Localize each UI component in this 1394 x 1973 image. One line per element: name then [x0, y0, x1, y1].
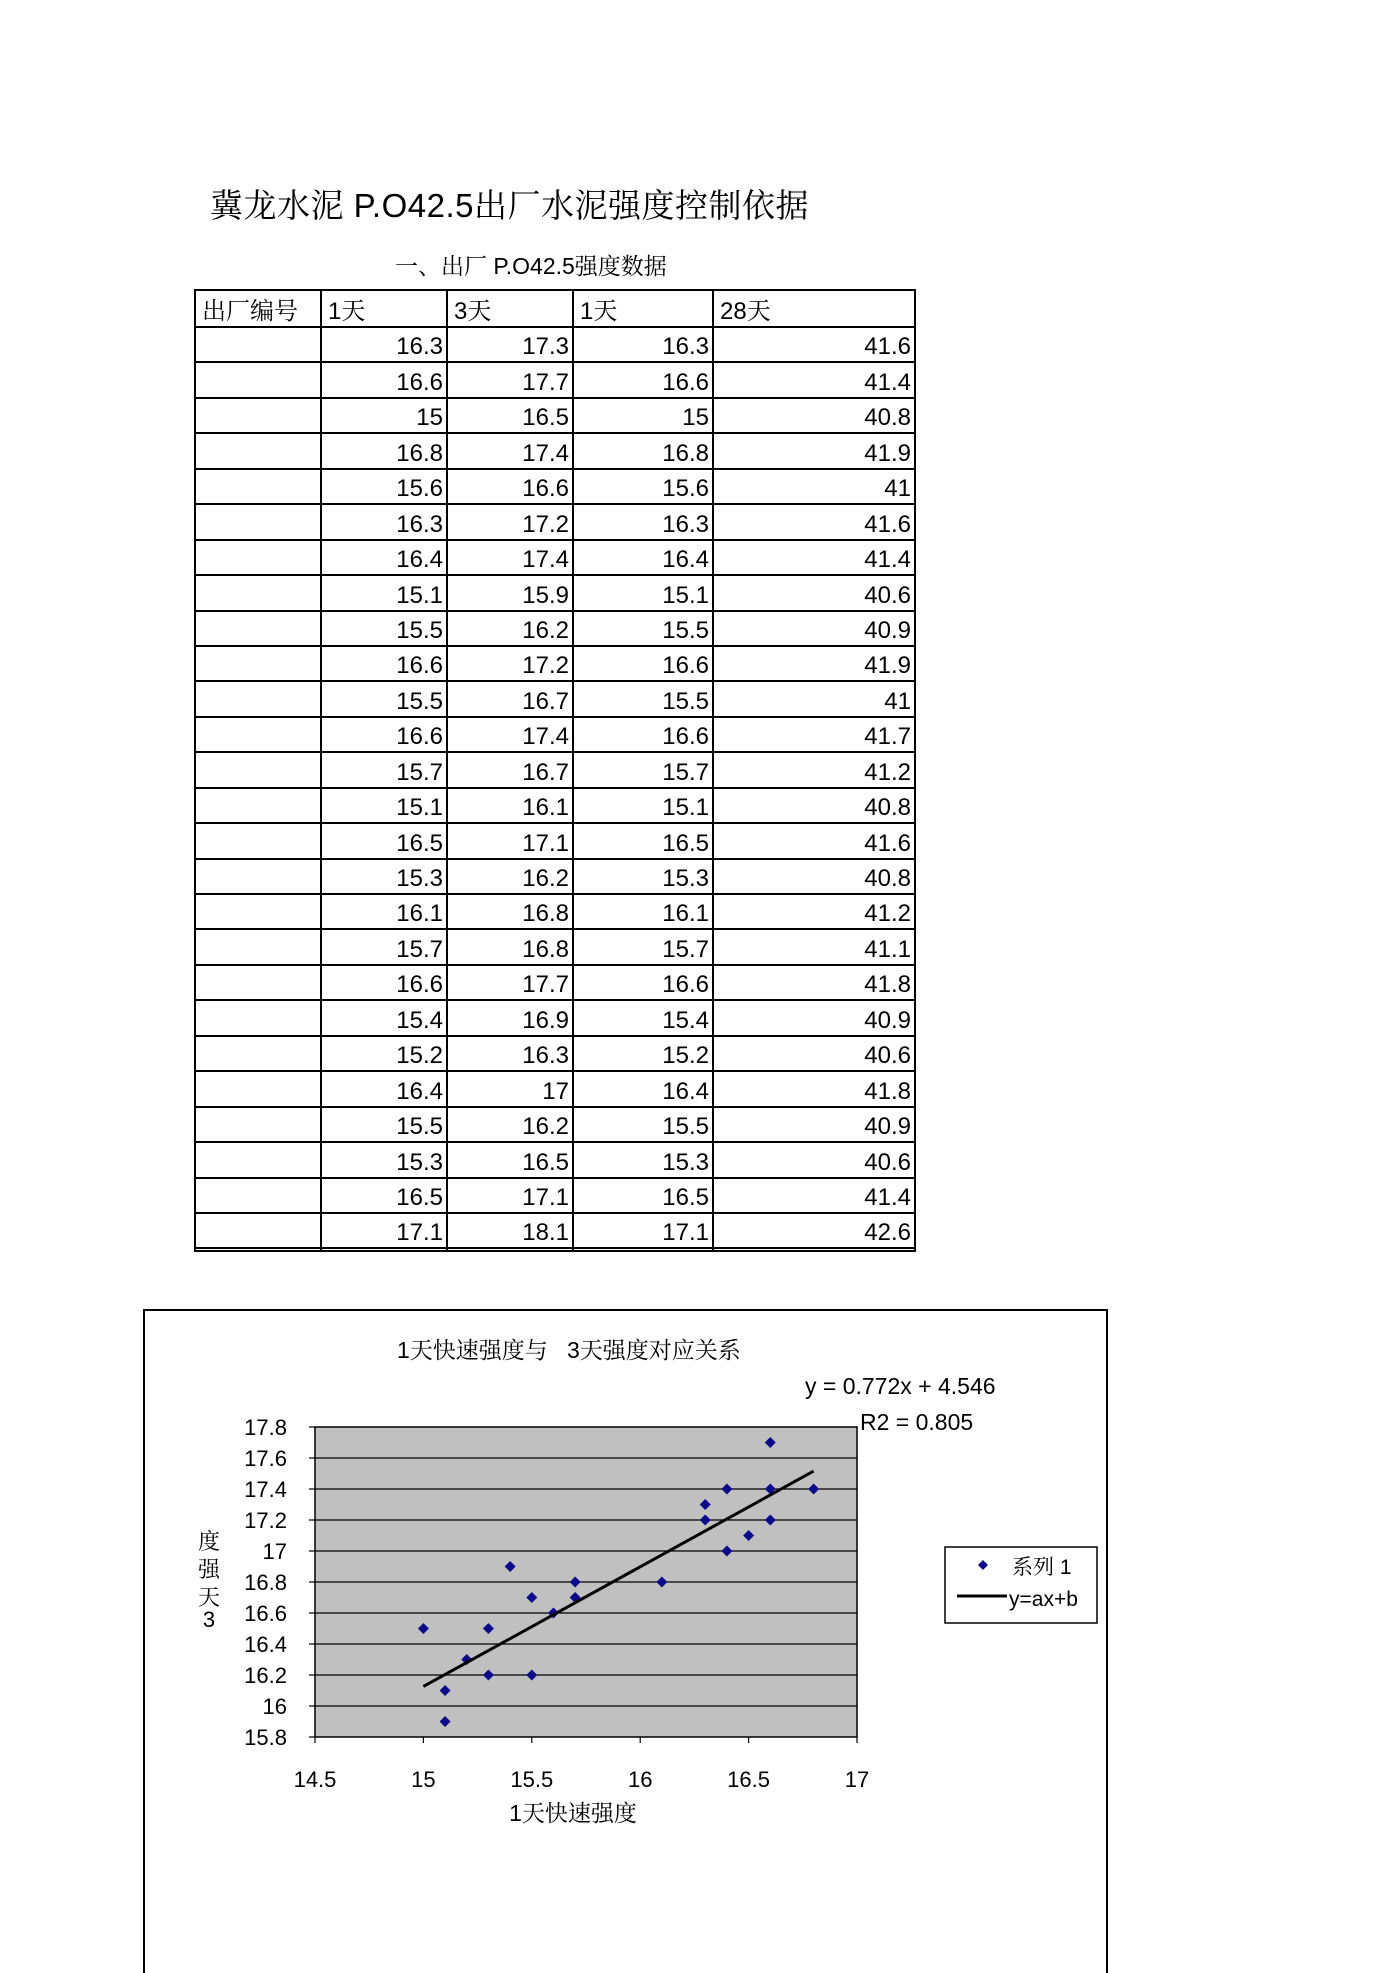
cell-day1: [321, 1248, 447, 1251]
cell-day1-rapid: 15.3: [573, 1142, 713, 1177]
cell-day3: 16.6: [447, 469, 573, 504]
cell-day1: 15.4: [321, 1000, 447, 1035]
cell-day3: 16.7: [447, 752, 573, 787]
cell-day3: 16.1: [447, 788, 573, 823]
cell-day3: 17.2: [447, 504, 573, 539]
table-row: [195, 646, 915, 681]
table-row: [195, 1107, 915, 1142]
cell-day1: 16.8: [321, 433, 447, 468]
cell-day28: 40.8: [713, 398, 915, 433]
cell-day3: 16.9: [447, 1000, 573, 1035]
cell-day28: 41.6: [713, 504, 915, 539]
cell-day3: 16.2: [447, 859, 573, 894]
cell-day1: 15.1: [321, 575, 447, 610]
y-tick-label: 16.8: [244, 1570, 287, 1595]
cell-day28: [713, 1248, 915, 1251]
cell-day28: 41.2: [713, 894, 915, 929]
cell-day3: 16.5: [447, 1142, 573, 1177]
cell-day1: 16.1: [321, 894, 447, 929]
cell-day1-rapid: 15.1: [573, 575, 713, 610]
cell-day28: 41.9: [713, 433, 915, 468]
cell-day28: 41: [713, 681, 915, 716]
cell-day3: 17.7: [447, 362, 573, 397]
cell-day28: 41.9: [713, 646, 915, 681]
cell-day1-rapid: 16.8: [573, 433, 713, 468]
cell-outgoing-number: [195, 362, 321, 397]
table-header: [195, 290, 915, 327]
chart-title: 1天快速强度与 3天强度对应关系: [397, 1337, 741, 1363]
table-row: [195, 1248, 915, 1251]
cell-day28: 40.9: [713, 1000, 915, 1035]
cell-day1: 16.4: [321, 1071, 447, 1106]
cell-day3: 18.1: [447, 1213, 573, 1248]
cell-day1-rapid: [573, 1248, 713, 1251]
cell-day28: 41.6: [713, 327, 915, 362]
cell-day1: 16.5: [321, 823, 447, 858]
trendline-equation: y = 0.772x + 4.546: [805, 1373, 996, 1399]
table-row: [195, 1213, 915, 1248]
table-row: [195, 929, 915, 964]
cell-day1-rapid: 15.5: [573, 611, 713, 646]
cell-day1-rapid: 16.5: [573, 1178, 713, 1213]
page-title: 冀龙水泥 P.O42.5出厂水泥强度控制依据: [210, 187, 809, 224]
y-tick-label: 17.2: [244, 1508, 287, 1533]
cell-day28: 41.4: [713, 362, 915, 397]
table-row: [195, 575, 915, 610]
cell-outgoing-number: [195, 575, 321, 610]
table-row: [195, 717, 915, 752]
table-row: [195, 823, 915, 858]
y-tick-label: 16: [262, 1694, 287, 1719]
cell-day1: 15.6: [321, 469, 447, 504]
cell-day3: [447, 1248, 573, 1251]
y-axis-label-text: 度强天 3: [197, 1529, 221, 1632]
cell-day3: 17: [447, 1071, 573, 1106]
cell-outgoing-number: [195, 788, 321, 823]
cell-outgoing-number: [195, 823, 321, 858]
cell-day28: 40.9: [713, 611, 915, 646]
table-row: [195, 398, 915, 433]
cell-day3: 16.2: [447, 611, 573, 646]
x-tick-label: 17: [844, 1767, 870, 1792]
x-axis-label: 1天快速强度: [509, 1800, 637, 1826]
cell-day1-rapid: 16.3: [573, 504, 713, 539]
cell-outgoing-number: [195, 1036, 321, 1071]
cell-day28: 41.8: [713, 1071, 915, 1106]
table-row: [195, 611, 915, 646]
cell-day28: 40.6: [713, 1036, 915, 1071]
chart-frame: [143, 1309, 1108, 1973]
x-tick-label: 15.5: [510, 1767, 554, 1792]
cell-day1: 15.2: [321, 1036, 447, 1071]
legend-trendline-label: y=ax+b: [1009, 1588, 1078, 1611]
header-day1-rapid: 1天: [573, 290, 713, 327]
cell-day3: 17.4: [447, 717, 573, 752]
cell-outgoing-number: [195, 1142, 321, 1177]
cell-day28: 41: [713, 469, 915, 504]
cell-day1-rapid: 15.7: [573, 929, 713, 964]
cell-outgoing-number: [195, 540, 321, 575]
table-row: [195, 327, 915, 362]
cell-day28: 42.6: [713, 1213, 915, 1248]
cell-day3: 17.1: [447, 823, 573, 858]
cell-day28: 40.6: [713, 575, 915, 610]
cell-day1: 15.7: [321, 929, 447, 964]
cell-day3: 16.2: [447, 1107, 573, 1142]
cell-day3: 15.9: [447, 575, 573, 610]
header-day28: 28天: [713, 290, 915, 327]
cell-day28: 41.1: [713, 929, 915, 964]
cell-day1: 16.6: [321, 362, 447, 397]
cell-day1-rapid: 17.1: [573, 1213, 713, 1248]
cell-day1-rapid: 15.5: [573, 681, 713, 716]
strength-data-table: [194, 289, 916, 1252]
cell-outgoing-number: [195, 1000, 321, 1035]
cell-day1: 15.5: [321, 681, 447, 716]
cell-day3: 16.7: [447, 681, 573, 716]
cell-outgoing-number: [195, 929, 321, 964]
y-tick-label: 17.8: [244, 1415, 287, 1440]
table-row: [195, 965, 915, 1000]
cell-outgoing-number: [195, 1107, 321, 1142]
y-tick-label: 17.6: [244, 1446, 287, 1471]
table-row: [195, 433, 915, 468]
y-tick-label: 16.2: [244, 1663, 287, 1688]
cell-day3: 17.4: [447, 433, 573, 468]
cell-day28: 41.4: [713, 1178, 915, 1213]
cell-day1: 16.6: [321, 717, 447, 752]
cell-day1: 15.3: [321, 1142, 447, 1177]
cell-day1: 16.3: [321, 327, 447, 362]
header-day3: 3天: [447, 290, 573, 327]
cell-outgoing-number: [195, 327, 321, 362]
cell-day1: 16.3: [321, 504, 447, 539]
cell-outgoing-number: [195, 398, 321, 433]
legend: [945, 1547, 1097, 1623]
cell-day28: 40.6: [713, 1142, 915, 1177]
table-row: [195, 681, 915, 716]
cell-outgoing-number: [195, 1178, 321, 1213]
cell-day28: 40.8: [713, 788, 915, 823]
cell-day28: 40.9: [713, 1107, 915, 1142]
x-tick-label: 15: [411, 1767, 436, 1792]
cell-day1-rapid: 16.6: [573, 362, 713, 397]
cell-day3: 16.8: [447, 894, 573, 929]
y-axis-label: [198, 1529, 221, 1632]
cell-day3: 16.5: [447, 398, 573, 433]
table-row: [195, 1036, 915, 1071]
cell-day1-rapid: 16.5: [573, 823, 713, 858]
table-row: [195, 504, 915, 539]
cell-outgoing-number: [195, 504, 321, 539]
cell-day28: 41.2: [713, 752, 915, 787]
y-tick-label: 15.8: [244, 1725, 287, 1750]
cell-day1-rapid: 16.4: [573, 540, 713, 575]
cell-day1: 16.4: [321, 540, 447, 575]
cell-day28: 41.6: [713, 823, 915, 858]
cell-day1: 15.5: [321, 1107, 447, 1142]
table-row: [195, 1178, 915, 1213]
x-tick-label: 16.5: [727, 1767, 771, 1792]
cell-day1-rapid: 16.6: [573, 965, 713, 1000]
cell-outgoing-number: [195, 894, 321, 929]
cell-outgoing-number: [195, 646, 321, 681]
cell-day1-rapid: 16.3: [573, 327, 713, 362]
cell-outgoing-number: [195, 1071, 321, 1106]
x-tick-label: 14.5: [293, 1767, 337, 1792]
cell-day1-rapid: 15.6: [573, 469, 713, 504]
cell-day1-rapid: 15.5: [573, 1107, 713, 1142]
cell-day28: 41.7: [713, 717, 915, 752]
cell-day3: 17.4: [447, 540, 573, 575]
y-tick-label: 16.6: [244, 1601, 287, 1626]
cell-day28: 40.8: [713, 859, 915, 894]
cell-outgoing-number: [195, 1248, 321, 1251]
cell-day1-rapid: 16.4: [573, 1071, 713, 1106]
cell-day1: 17.1: [321, 1213, 447, 1248]
header-day1: 1天: [321, 290, 447, 327]
cell-day3: 17.7: [447, 965, 573, 1000]
cell-outgoing-number: [195, 752, 321, 787]
table-row: [195, 1000, 915, 1035]
table-row: [195, 1142, 915, 1177]
table-row: [195, 469, 915, 504]
table-row: [195, 752, 915, 787]
cell-day1: 15.7: [321, 752, 447, 787]
cell-outgoing-number: [195, 469, 321, 504]
cell-day3: 17.1: [447, 1178, 573, 1213]
cell-day1-rapid: 15.2: [573, 1036, 713, 1071]
table-header-row: [195, 290, 915, 327]
cell-day1: 16.5: [321, 1178, 447, 1213]
cell-day1-rapid: 15: [573, 398, 713, 433]
cell-day1-rapid: 15.3: [573, 859, 713, 894]
cell-day28: 41.4: [713, 540, 915, 575]
cell-day1-rapid: 15.4: [573, 1000, 713, 1035]
cell-day3: 17.3: [447, 327, 573, 362]
cell-day1: 15: [321, 398, 447, 433]
cell-outgoing-number: [195, 965, 321, 1000]
cell-outgoing-number: [195, 1213, 321, 1248]
cell-day1: 15.5: [321, 611, 447, 646]
cell-outgoing-number: [195, 717, 321, 752]
table-row: [195, 894, 915, 929]
scatter-chart: [145, 1311, 1106, 1973]
table-row: [195, 859, 915, 894]
cell-day1: 16.6: [321, 965, 447, 1000]
r-squared-label: R2 = 0.805: [860, 1409, 974, 1435]
cell-day1-rapid: 16.6: [573, 717, 713, 752]
cell-day1: 15.1: [321, 788, 447, 823]
x-tick-label: 16: [627, 1767, 653, 1792]
header-outgoing-number: 出厂编号: [195, 290, 321, 327]
cell-day1-rapid: 15.1: [573, 788, 713, 823]
cell-day28: 41.8: [713, 965, 915, 1000]
cell-day3: 16.8: [447, 929, 573, 964]
legend-series-label: 系列 1: [1012, 1556, 1072, 1579]
table-row: [195, 540, 915, 575]
cell-day3: 16.3: [447, 1036, 573, 1071]
table-body: [195, 327, 915, 1251]
y-tick-label: 17: [262, 1539, 287, 1564]
table-row: [195, 1071, 915, 1106]
section-title: 一、出厂 P.O42.5强度数据: [395, 253, 667, 279]
y-tick-label: 17.4: [244, 1477, 287, 1502]
y-tick-label: 16.4: [244, 1632, 287, 1657]
cell-day1-rapid: 16.1: [573, 894, 713, 929]
cell-outgoing-number: [195, 611, 321, 646]
table-row: [195, 362, 915, 397]
cell-day1-rapid: 15.7: [573, 752, 713, 787]
cell-day1-rapid: 16.6: [573, 646, 713, 681]
table-row: [195, 788, 915, 823]
cell-outgoing-number: [195, 859, 321, 894]
cell-day1: 16.6: [321, 646, 447, 681]
cell-outgoing-number: [195, 681, 321, 716]
cell-day3: 17.2: [447, 646, 573, 681]
cell-outgoing-number: [195, 433, 321, 468]
cell-day1: 15.3: [321, 859, 447, 894]
